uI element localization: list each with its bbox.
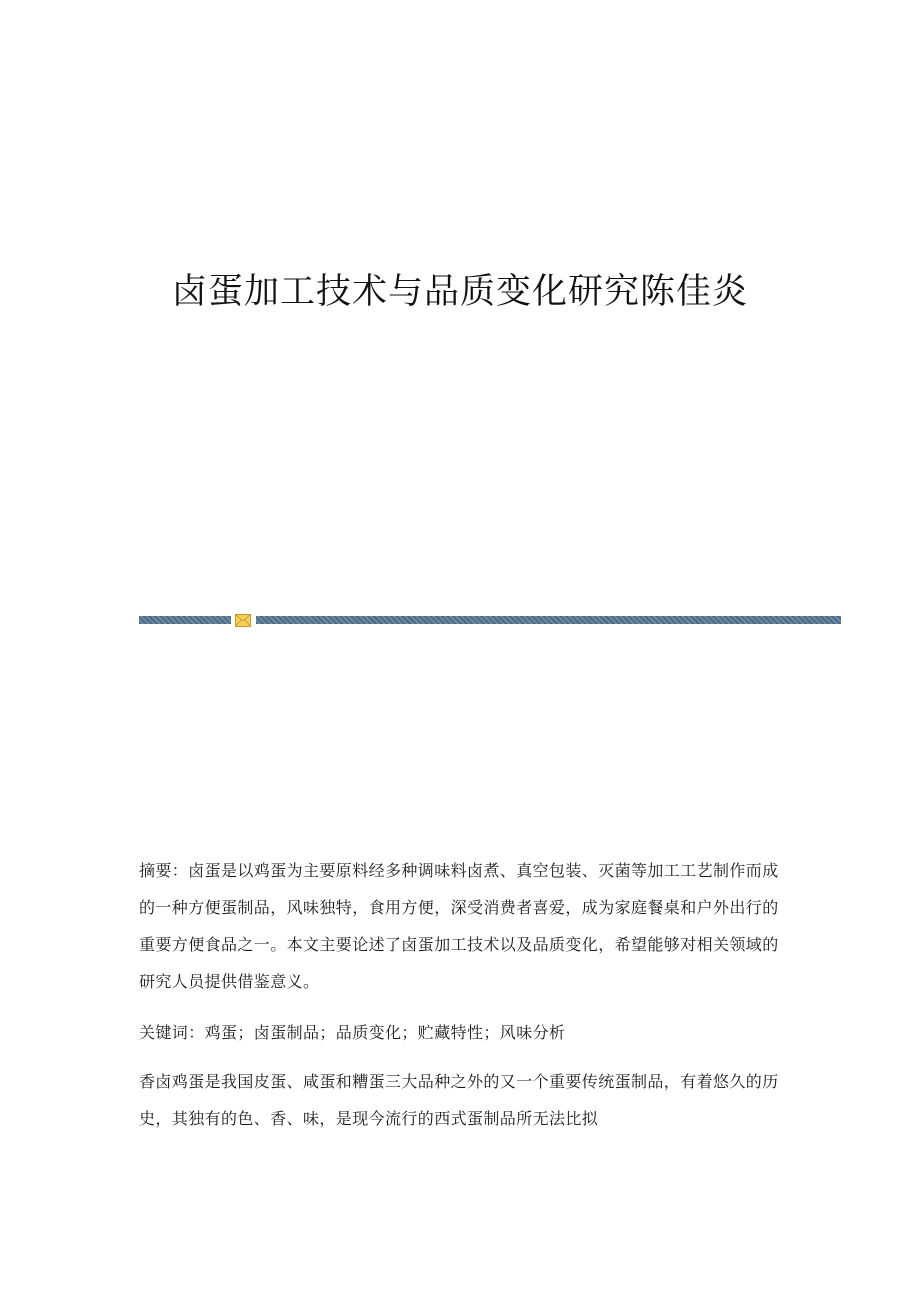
abstract-paragraph: 摘要：卤蛋是以鸡蛋为主要原料经多种调味料卤煮、真空包装、灭菌等加工工艺制作而成的一种方便蛋制品，风味独特，食用方便，深受消费者喜爱，成为家庭餐桌和户外出行的重要方便食品之一。本文主要论述了卤蛋加工技术以及品质变化，希望能够对相关领域的研究人员提供借鉴意义。: [139, 861, 779, 991]
body-paragraph: 香卤鸡蛋是我国皮蛋、咸蛋和糟蛋三大品种之外的又一个重要传统蛋制品，有着悠久的历史，其独有的色、香、味，是现今流行的西式蛋制品所无法比拟: [139, 1072, 779, 1128]
divider-bar-left: [139, 616, 231, 624]
divider-bar-right: [256, 616, 841, 624]
keywords-paragraph: 关键词：鸡蛋；卤蛋制品；品质变化；贮藏特性；风味分析: [139, 1023, 566, 1042]
document-body: [139, 852, 779, 1137]
envelope-icon: [235, 612, 251, 625]
decorative-divider: [139, 612, 841, 626]
document-title: 卤蛋加工技术与品质变化研究陈佳炎: [171, 272, 748, 312]
